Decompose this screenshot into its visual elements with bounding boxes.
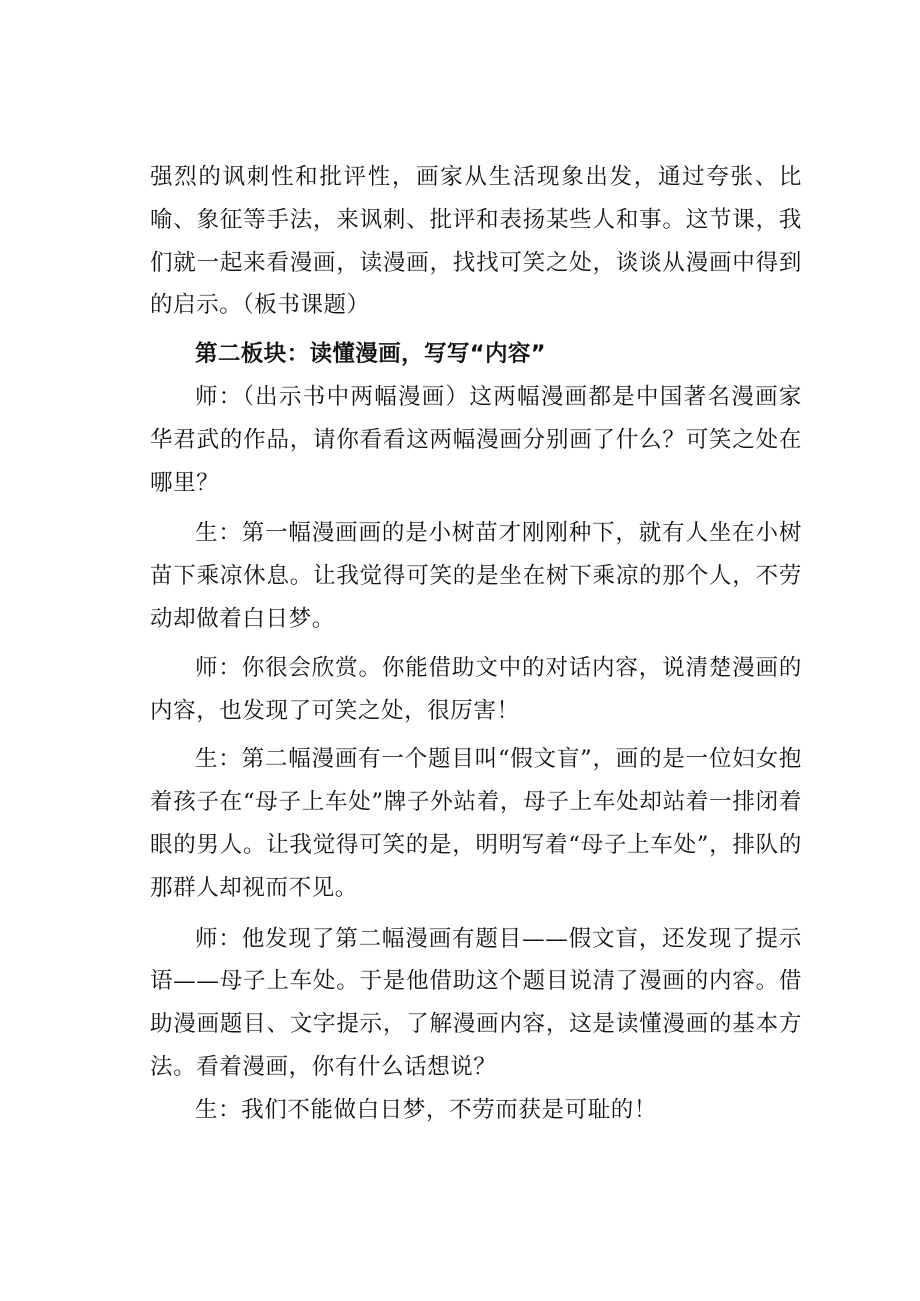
paragraph-student-answer-3: 生：我们不能做白日梦，不劳而获是可耻的！	[195, 1096, 658, 1123]
paragraph-teacher-question: 师：（出示书中两幅漫画）这两幅漫画都是中国著名漫画家华君武的作品，请你看看这两幅漫画分别画了什么？可笑之处在哪里？	[150, 383, 802, 496]
paragraph-teacher-summary: 师：他发现了第二幅漫画有题目——假文盲，还发现了提示语——母子上车处。于是他借助这个题目说清了漫画的内容。借助漫画题目、文字提示，了解漫画内容，这是读懂漫画的基本方法。看着漫画，你有什么话想说？	[150, 925, 802, 1080]
section-heading: 第二板块：读懂漫画，写写“内容”	[195, 341, 546, 368]
paragraph-student-answer-2: 生：第二幅漫画有一个题目叫“假文盲”，画的是一位妇女抱着孩子在“母子上车处”牌子外站着，母子上车处却站着一排闭着眼的男人。让我觉得可笑的是，明明写着“母子上车处”，排队的那群人却视而不见。	[150, 746, 802, 901]
document-body	[150, 156, 802, 1132]
paragraph-teacher-praise: 师：你很会欣赏。你能借助文中的对话内容，说清楚漫画的内容，也发现了可笑之处，很厉害！	[150, 654, 802, 724]
paragraph-student-answer-1: 生：第一幅漫画画的是小树苗才刚刚种下，就有人坐在小树苗下乘凉休息。让我觉得可笑的是坐在树下乘凉的那个人，不劳动却做着白日梦。	[150, 520, 802, 632]
intro-paragraph: 强烈的讽刺性和批评性，画家从生活现象出发，通过夸张、比喻、象征等手法，来讽刺、批评和表扬某些人和事。这节课，我们就一起来看漫画，读漫画，找找可笑之处，谈谈从漫画中得到的启示。（板书课题）	[150, 164, 802, 319]
